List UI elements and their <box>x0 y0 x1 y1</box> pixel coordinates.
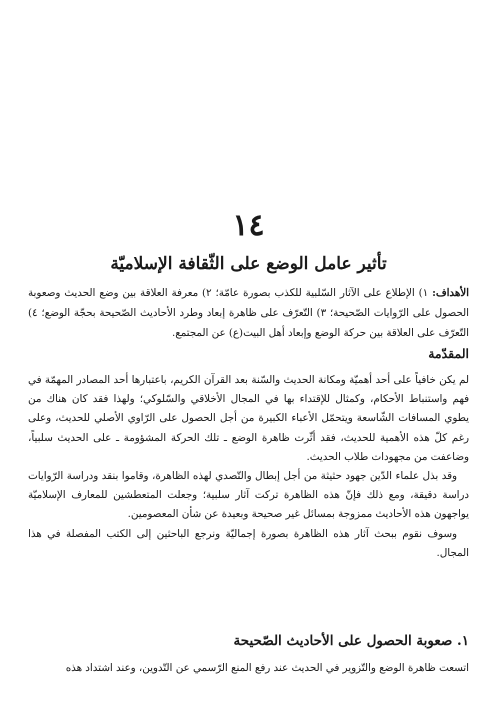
section-paragraph: اتسعت ظاهرة الوضع والتّزوير في الحديث عند رفع المنع الرّسمي عن التّدوين، وعند اشتداد هذه <box>65 662 469 674</box>
chapter-title: تأثير عامل الوضع على الثّقافة الإسلاميّة <box>110 254 387 274</box>
document-page <box>28 0 469 702</box>
objectives-text: ١) الإطلاع على الآثار السّلبية للكذب بصورة عامّة؛ ٢) معرفة العلاقة بين وضع الحديث وصعوبة الحصول على الرّوايات الصّحيحة؛ ٣) التّعرّف على ظاهرة إبعاد وطرد الأحاديث الصّحيحة بحجّة الوضع؛ ٤) التّعرّف على العلاقة بين حركة الوضع وإبعاد أهل البيت(ع) عن المجتمع. <box>28 287 469 339</box>
introduction-paragraph: لم يكن خافياً على أحد أهميّة ومكانة الحديث والسّنة بعد القرآن الكريم، باعتبارها أحد المصادر المهمّة في فهم واستنباط الأحكام، وكمثال للإقتداء بها في المجال الأخلاقي والسّلوكي؛ ولهذا فقد كان هناك من يطوي المسافات الشّاسعة ويتحمّل الأعباء الكبيرة من أجل الحصول على الرّاوي الأصلي للحديث، وعلى رغم كلّ هذه الأهمية للحديث، فقد أثّرت ظاهرة الوضع ـ تلك الحركة المشؤومة ـ على الحديث سلبياً، وضاعفت من مجهودات طلاب الحديث. <box>28 374 469 463</box>
chapter-number: ١٤ <box>232 208 265 243</box>
section-heading: ١. صعوبة الحصول على الأحاديث الصّحيحة <box>233 633 469 649</box>
introduction-body <box>28 371 469 563</box>
introduction-heading: المقدّمة <box>428 346 469 361</box>
introduction-paragraph: وسوف نقوم ببحث آثار هذه الظاهرة بصورة إجماليّة ونرجع الباحثين إلى الكتب المفصلة في هذا المجال. <box>28 527 469 559</box>
objectives-paragraph <box>28 283 469 343</box>
introduction-paragraph: وقد بذل علماء الدّين جهود حثيثة من أجل إبطال والتّصدي لهذه الظاهرة، وقاموا بنقد ودراسة الرّوايات دراسة دقيقة، ومع ذلك فإنّ هذه الظاهرة تركت آثار سلبية؛ وجعلت المتعطشين للمعارف الإسلاميّة يواجهون هذه الأحاديث ممزوجة بمسائل غير صحيحة وبعيدة عن شأن المعصومين. <box>28 470 469 521</box>
objectives-label: الأهداف: <box>432 287 469 299</box>
